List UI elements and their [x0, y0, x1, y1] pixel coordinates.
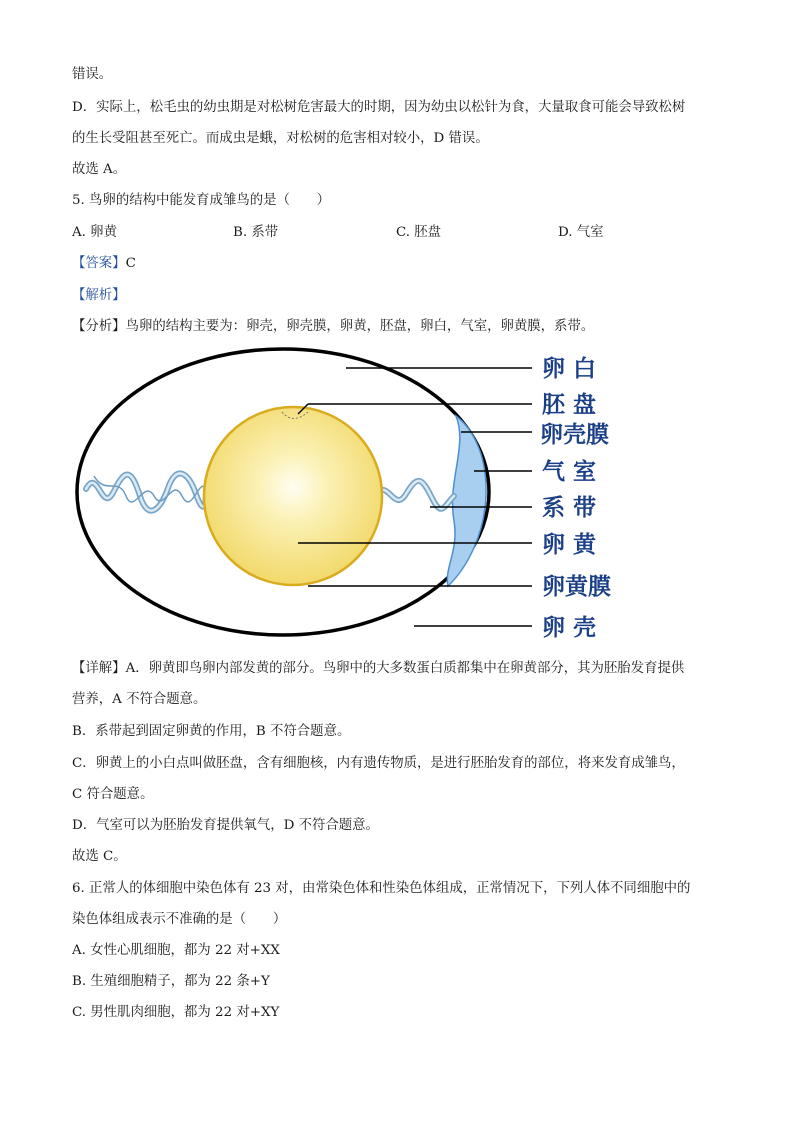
question-6-line-1: 6. 正常人的体细胞中染色体有 23 对，由常染色体和性染色体组成，正常情况下，下列人体不同细胞中的 — [72, 881, 691, 896]
detail-line-b: B．系带起到固定卵黄的作用，B 不符合题意。 — [72, 724, 351, 739]
detail-line-a1 — [72, 660, 684, 678]
detail-line-a2: 营养，A 不符合题意。 — [72, 692, 207, 707]
analysis-tag: 【解析】 — [72, 288, 126, 303]
label-vitelline-membrane: 卵黄膜 — [542, 573, 611, 600]
detail-line-c1: C．卵黄上的小白点叫做胚盘，含有细胞核，内有遗传物质，是进行胚胎发育的部位，将来发育成雏鸟， — [72, 756, 685, 771]
question-6-line-2: 染色体组成表示不准确的是（ ） — [72, 912, 287, 927]
label-air-cell: 气 室 — [542, 458, 597, 485]
detail-line-c2: C 符合题意。 — [72, 787, 154, 802]
text-line-3: 的生长受阻甚至死亡。而成虫是蛾，对松树的危害相对较小，D 错误。 — [72, 131, 489, 146]
answer-line — [72, 255, 136, 273]
fenxi-tag: 【分析】 — [72, 319, 126, 334]
label-egg-white: 卵 白 — [542, 355, 597, 382]
fenxi-line — [72, 318, 594, 336]
detail-line-d: D．气室可以为胚胎发育提供氧气，D 不符合题意。 — [72, 818, 379, 833]
analysis-line — [72, 287, 126, 305]
q6-option-c: C. 男性肌肉细胞，都为 22 对+XY — [72, 1005, 280, 1020]
egg-structure-diagram — [72, 346, 632, 650]
text-line-4: 故选 A。 — [72, 162, 127, 177]
question-5: 5. 鸟卵的结构中能发育成雏鸟的是（ ） — [72, 193, 331, 208]
detail-tag: 【详解】 — [72, 661, 126, 676]
label-shell-membrane: 卵壳膜 — [540, 421, 609, 448]
q6-option-a: A. 女性心肌细胞，都为 22 对+XX — [72, 943, 280, 958]
label-germinal-disc: 胚 盘 — [542, 391, 597, 418]
answer-tag: 【答案】 — [72, 256, 126, 271]
q5-option-b: B. 系带 — [233, 225, 279, 240]
label-chalaza: 系 带 — [542, 494, 597, 521]
label-yolk: 卵 黄 — [542, 531, 597, 558]
q5-option-c: C. 胚盘 — [396, 225, 442, 240]
text-line-1: 错误。 — [72, 67, 113, 82]
egg-yolk — [204, 407, 382, 585]
fenxi-text: 鸟卵的结构主要为：卵壳，卵壳膜，卵黄，胚盘，卵白，气室，卵黄膜，系带。 — [125, 319, 595, 334]
q5-option-d: D. 气室 — [558, 225, 604, 240]
detail-a1-text: A．卵黄即鸟卵内部发黄的部分。鸟卵中的大多数蛋白质都集中在卵黄部分，其为胚胎发育提供 — [125, 661, 685, 676]
conclusion-line: 故选 C。 — [72, 849, 127, 864]
label-eggshell: 卵 壳 — [542, 614, 597, 641]
answer-value: C — [125, 256, 136, 271]
text-line-2: D．实际上，松毛虫的幼虫期是对松树危害最大的时期，因为幼虫以松针为食，大量取食可能会导致松树 — [72, 100, 686, 115]
q6-option-b: B. 生殖细胞精子，都为 22 条+Y — [72, 974, 270, 989]
q5-option-a: A. 卵黄 — [72, 225, 117, 240]
